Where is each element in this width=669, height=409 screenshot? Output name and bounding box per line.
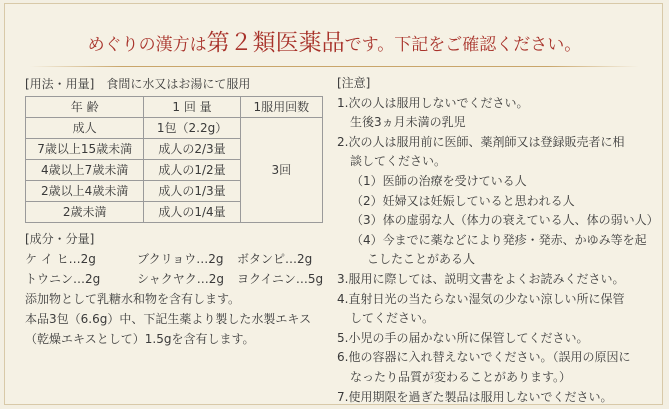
age-cell: 4歳以上7歳未満: [26, 160, 144, 181]
ingredient-item: ブクリョウ…2g: [137, 252, 224, 266]
caution-line: 4.直射日光の当たらない湿気の少ない涼しい所に保管: [337, 291, 625, 306]
caution-line: 生後3ヵ月未満の乳児: [350, 115, 466, 130]
title-category: 第２類医薬品: [206, 30, 345, 56]
header-age: 年 齢: [26, 97, 144, 118]
right-column: [337, 74, 657, 407]
age-cell: 成人: [26, 118, 144, 139]
usage-title: [用法・用量] 食間に水又はお湯にて服用: [25, 77, 251, 91]
dose-cell: 成人の1/3量: [144, 181, 240, 202]
ingredient-item: シャクヤク…2g: [137, 272, 225, 286]
caution-line: 6.他の容器に入れ替えないでください。（誤用の原因に: [337, 350, 631, 365]
dose-cell: 成人の2/3量: [144, 139, 240, 160]
caution-line: 7.使用期限を過ぎた製品は服用しないでください。: [337, 389, 613, 404]
frequency-cell: 3回: [240, 118, 322, 223]
header-frequency: 1服用回数: [240, 97, 322, 118]
age-cell: 2歳未満: [26, 202, 144, 223]
caution-line: 1.次の人は服用しないでください。: [337, 95, 529, 110]
caution-line: 5.小児の手の届かない所に保管してください。: [337, 330, 589, 345]
ingredient-row: [25, 269, 323, 289]
ingredient-item: ケ イ ヒ…2g: [25, 252, 96, 266]
caution-line: （4）今までに薬などにより発疹・発赤、かゆみ等を起: [351, 232, 647, 247]
ingredients-title: [成分・分量]: [25, 232, 95, 246]
caution-line: なったり品質が変わることがあります。）: [350, 369, 572, 384]
header-divider: [30, 66, 639, 67]
caution-line: （3）体の虚弱な人（体力の衰えている人、体の弱い人）: [351, 213, 659, 228]
cautions-title: [注意]: [337, 76, 371, 90]
age-cell: 7歳以上15歳未満: [26, 139, 144, 160]
caution-line: （1）医師の治療を受けている人: [351, 173, 527, 188]
caution-line: 3.服用に際しては、説明文書をよくお読みください。: [337, 271, 625, 286]
ingredients-note: 本品3包（6.6g）中、下記生薬より製した水製エキス: [25, 312, 312, 326]
dosage-table: [25, 96, 323, 223]
caution-line: 談してください。: [350, 154, 447, 169]
ingredient-item: トウニン…2g: [25, 272, 101, 286]
dose-cell: 1包（2.2g）: [144, 118, 240, 139]
page-title: [0, 24, 669, 57]
ingredient-row: [25, 249, 323, 269]
header-dose: 1 回 量: [144, 97, 240, 118]
dose-cell: 成人の1/4量: [144, 202, 240, 223]
caution-line: 2.次の人は服用前に医師、薬剤師又は登録販売者に相: [337, 134, 625, 149]
age-cell: 2歳以上4歳未満: [26, 181, 144, 202]
ingredients-note: （乾燥エキスとして）1.5gを含有します。: [25, 332, 255, 346]
title-part-1: めぐりの漢方は: [87, 35, 207, 55]
table-row: [26, 118, 323, 139]
left-column: [25, 74, 323, 349]
ingredient-item: ヨクイニン…5g: [237, 272, 324, 286]
caution-line: （2）妊婦又は妊娠していると思われる人: [351, 193, 575, 208]
table-header-row: [26, 97, 323, 118]
dose-cell: 成人の1/2量: [144, 160, 240, 181]
ingredient-item: ボタンピ…2g: [237, 252, 313, 266]
title-part-3: です。下記をご確認ください。: [344, 35, 582, 55]
caution-line: してください。: [350, 311, 435, 326]
caution-line: こしたことがある人: [367, 252, 476, 267]
ingredients-note: 添加物として乳糖水和物を含有します。: [25, 292, 241, 306]
